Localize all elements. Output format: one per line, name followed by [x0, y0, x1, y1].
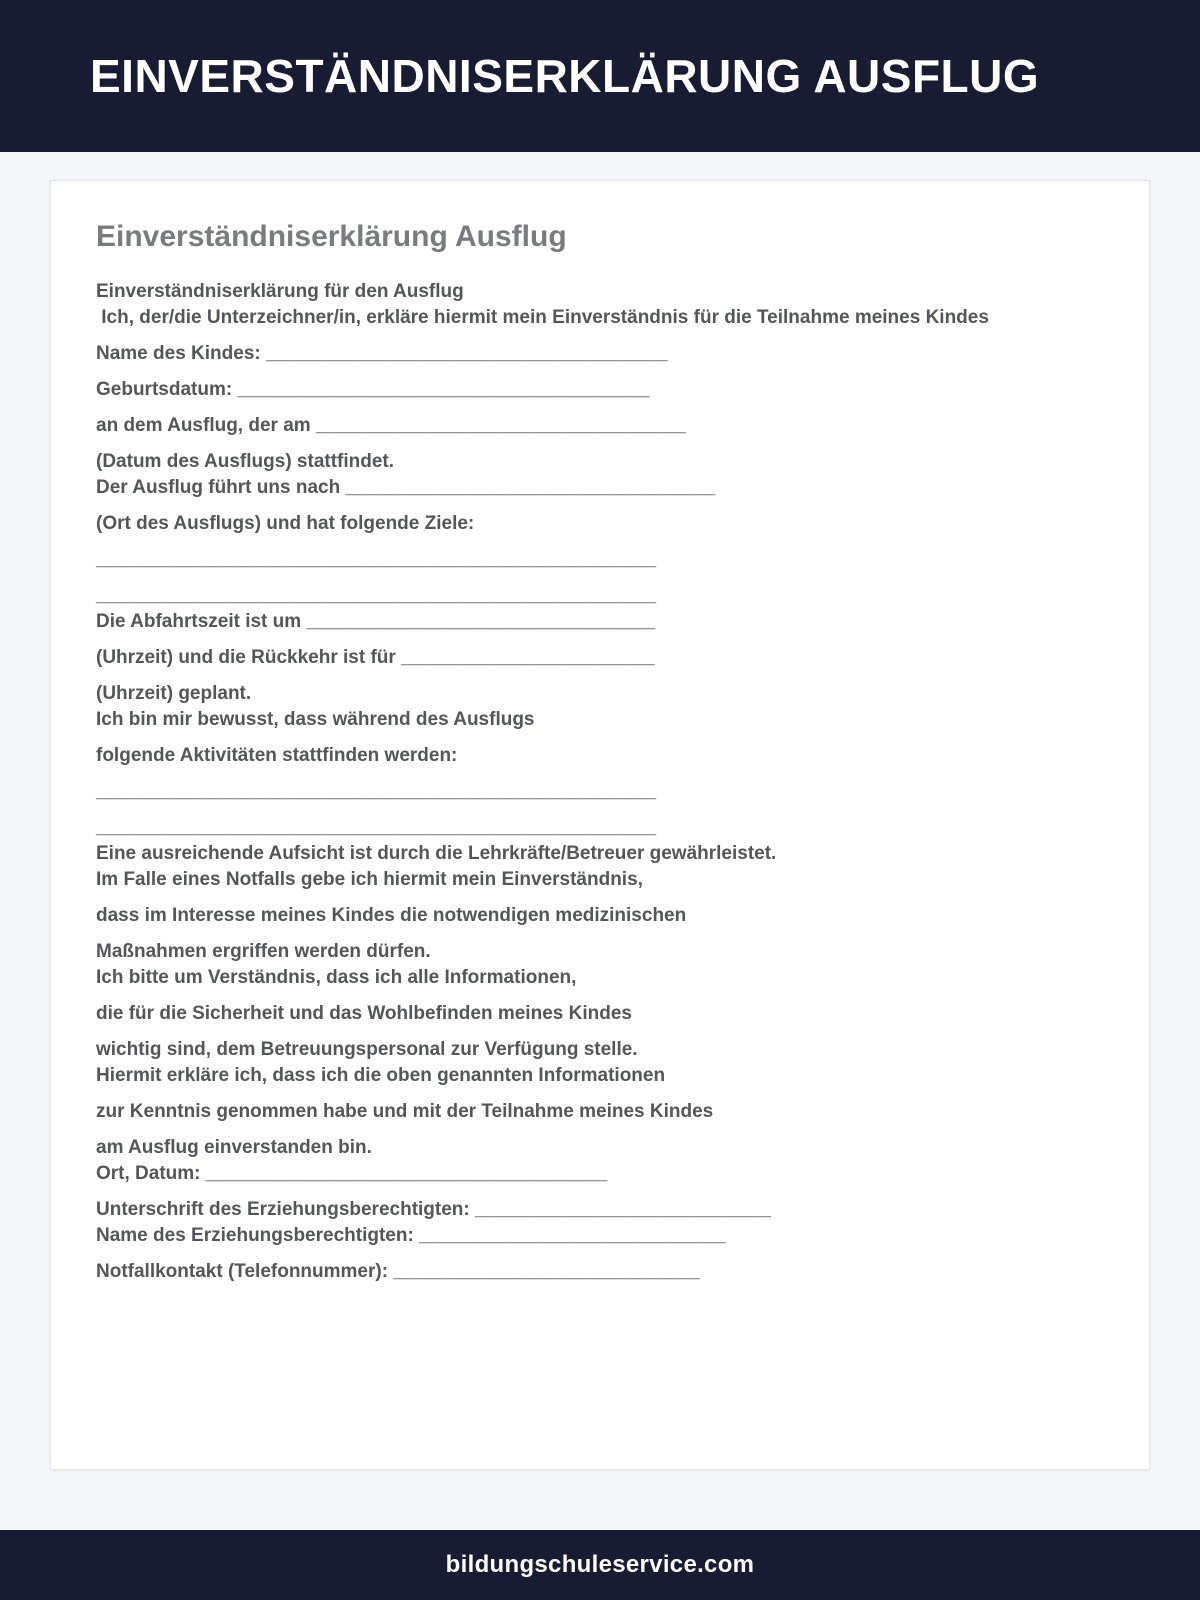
blank-underline: ____________________________ — [475, 1199, 771, 1220]
page-title: EINVERSTÄNDNISERKLÄRUNG AUSFLUG — [90, 50, 1040, 102]
form-line-text: Hiermit erkläre ich, dass ich die oben genannten Informationen — [96, 1065, 666, 1086]
form-line — [96, 815, 1104, 841]
blank-underline: _____________________________________________________ — [96, 817, 657, 838]
blank-underline: _____________________________________________________ — [96, 781, 657, 802]
form-line — [96, 475, 1104, 501]
form-line — [96, 681, 1104, 707]
blank-underline: ___________________________________ — [315, 415, 686, 436]
form-line-text: Einverständniserklärung für den Ausflug — [96, 281, 464, 302]
form-line — [96, 903, 1104, 929]
form-line — [96, 1063, 1104, 1089]
blank-underline: _________________________________ — [306, 611, 656, 632]
form-line-text: Die Abfahrtszeit ist um — [96, 611, 302, 632]
form-line — [96, 743, 1104, 769]
form-line-text: am Ausflug einverstanden bin. — [96, 1137, 372, 1158]
form-line-text: folgende Aktivitäten stattfinden werden: — [96, 745, 458, 766]
form-line — [96, 1223, 1104, 1249]
form-line — [96, 965, 1104, 991]
page-footer — [0, 1530, 1200, 1600]
form-line-text: Im Falle eines Notfalls gebe ich hiermit mein Einverständnis, — [96, 869, 643, 890]
form-line — [96, 279, 1104, 305]
form-line — [96, 939, 1104, 965]
footer-site: bildungschuleservice.com — [445, 1551, 755, 1578]
form-content — [96, 279, 1104, 1285]
form-line — [96, 1001, 1104, 1027]
form-line-text: (Datum des Ausflugs) stattfindet. — [96, 451, 395, 472]
form-line-text: Name des Kindes: — [96, 343, 261, 364]
form-line — [96, 377, 1104, 403]
blank-underline: ______________________________________ — [266, 343, 668, 364]
form-line — [96, 583, 1104, 609]
form-card — [50, 180, 1150, 1470]
blank-underline: _____________________________ — [393, 1261, 700, 1282]
form-line-text: Maßnahmen ergriffen werden dürfen. — [96, 941, 431, 962]
page-header — [0, 0, 1200, 152]
form-line-text: wichtig sind, dem Betreuungspersonal zur Verfügung stelle. — [96, 1039, 638, 1060]
form-line-text: (Uhrzeit) und die Rückkehr ist für — [96, 647, 396, 668]
form-line — [96, 841, 1104, 867]
form-line — [96, 1135, 1104, 1161]
form-line — [96, 609, 1104, 635]
form-line-text: Ich, der/die Unterzeichner/in, erkläre hiermit mein Einverständnis für die Teilnahme meines Kindes — [96, 307, 989, 328]
form-line — [96, 449, 1104, 475]
blank-underline: ___________________________________ — [345, 477, 716, 498]
form-line-text: dass im Interesse meines Kindes die notwendigen medizinischen — [96, 905, 687, 926]
form-line — [96, 779, 1104, 805]
form-line-text: (Ort des Ausflugs) und hat folgende Ziele: — [96, 513, 475, 534]
form-line — [96, 511, 1104, 537]
form-line — [96, 1037, 1104, 1063]
blank-underline: _______________________________________ — [237, 379, 650, 400]
form-line-text: Der Ausflug führt uns nach — [96, 477, 341, 498]
form-line-text: Ich bin mir bewusst, dass während des Ausflugs — [96, 709, 535, 730]
form-line — [96, 413, 1104, 439]
form-line — [96, 1197, 1104, 1223]
form-line — [96, 1161, 1104, 1187]
form-line — [96, 645, 1104, 671]
form-line-text: Notfallkontakt (Telefonnummer): — [96, 1261, 389, 1282]
form-line-text: (Uhrzeit) geplant. — [96, 683, 252, 704]
form-line — [96, 1259, 1104, 1285]
form-line — [96, 867, 1104, 893]
form-line-text: Ort, Datum: — [96, 1163, 201, 1184]
blank-underline: ________________________ — [401, 647, 655, 668]
form-line — [96, 547, 1104, 573]
form-line-text: zur Kenntnis genommen habe und mit der Teilnahme meines Kindes — [96, 1101, 714, 1122]
form-line-text: Name des Erziehungsberechtigten: — [96, 1225, 414, 1246]
blank-underline: _____________________________________________________ — [96, 549, 657, 570]
blank-underline: _____________________________________________________ — [96, 585, 657, 606]
blank-underline: ______________________________________ — [205, 1163, 608, 1184]
form-line — [96, 1099, 1104, 1125]
form-line — [96, 305, 1104, 331]
form-line — [96, 707, 1104, 733]
form-line-text: an dem Ausflug, der am — [96, 415, 311, 436]
form-line-text: Unterschrift des Erziehungsberechtigten: — [96, 1199, 470, 1220]
form-line-text: Geburtsdatum: — [96, 379, 233, 400]
form-line-text: Eine ausreichende Aufsicht ist durch die Lehrkräfte/Betreuer gewährleistet. — [96, 843, 777, 864]
form-line-text: die für die Sicherheit und das Wohlbefinden meines Kindes — [96, 1003, 632, 1024]
form-line — [96, 341, 1104, 367]
card-title: Einverständniserklärung Ausflug — [96, 220, 567, 253]
blank-underline: _____________________________ — [419, 1225, 726, 1246]
form-line-text: Ich bitte um Verständnis, dass ich alle Informationen, — [96, 967, 577, 988]
